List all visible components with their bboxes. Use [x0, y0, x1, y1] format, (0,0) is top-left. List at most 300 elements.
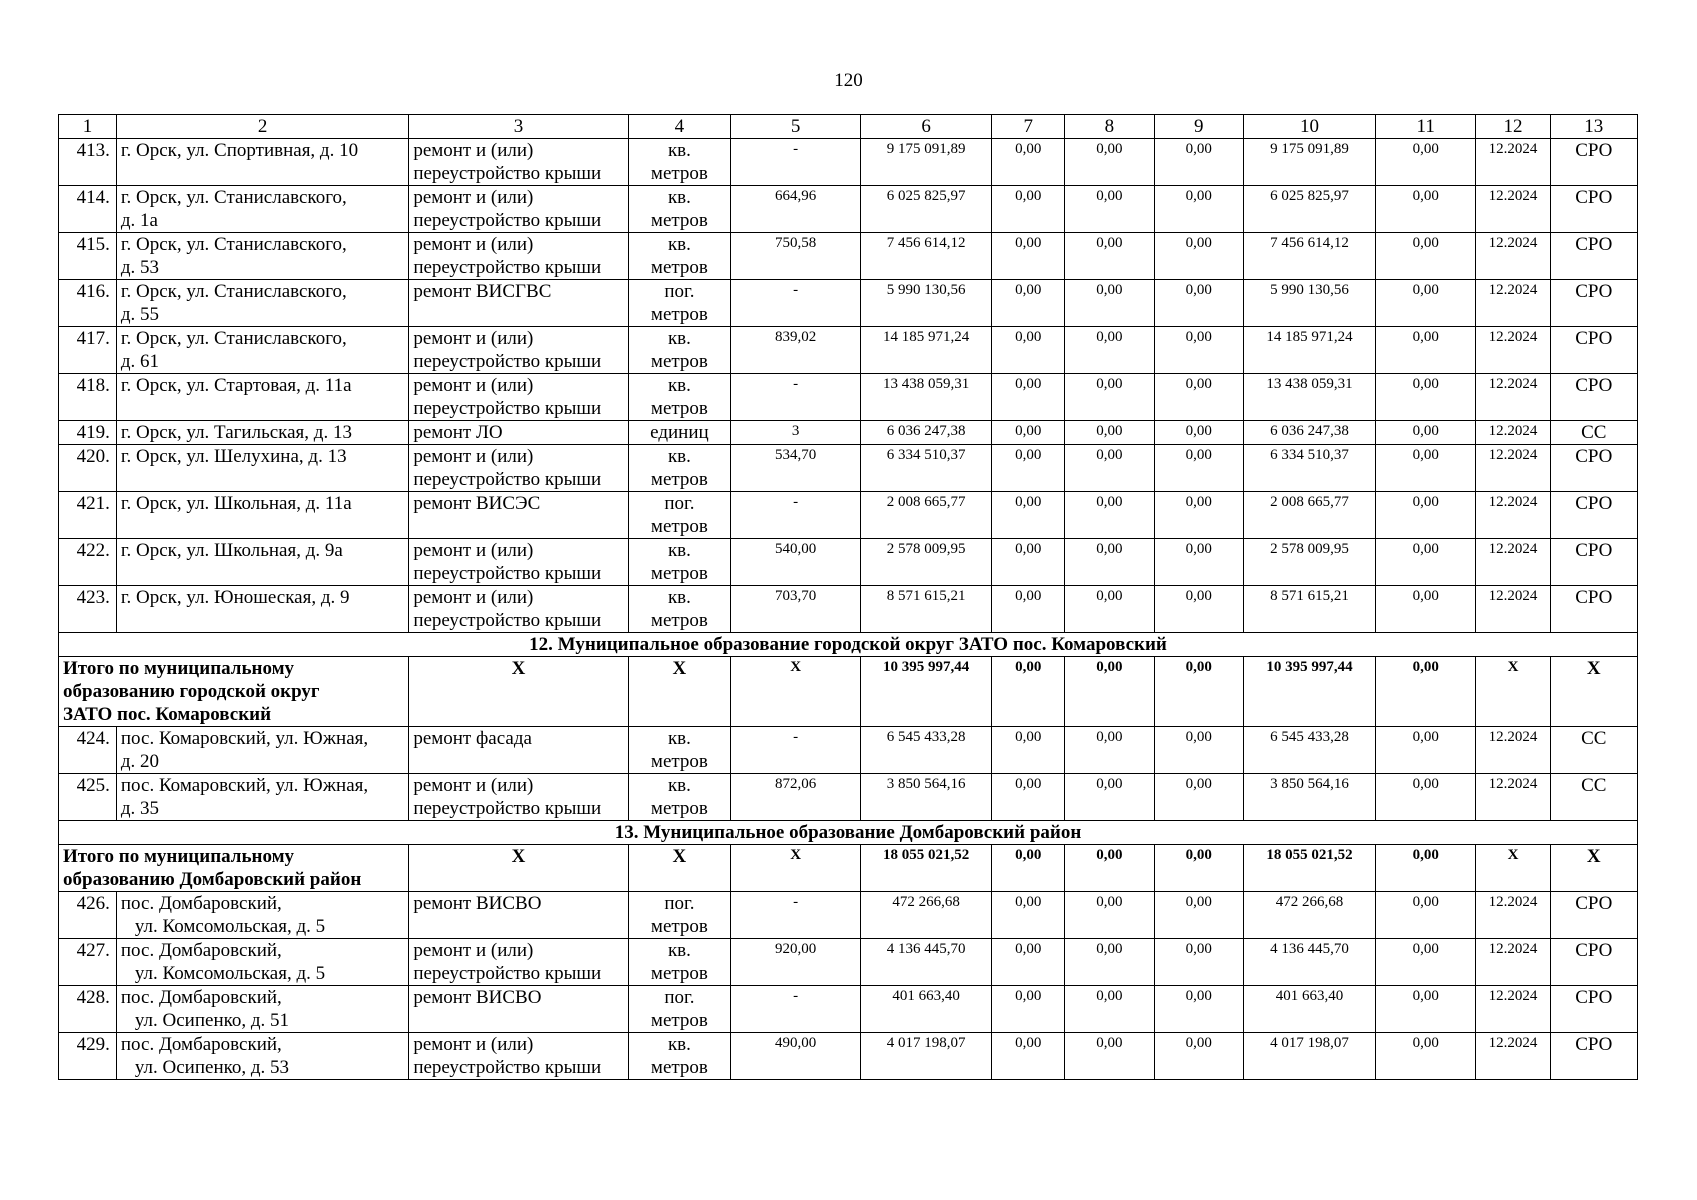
work-type-cell	[409, 445, 628, 492]
row-number: 427.	[59, 939, 117, 986]
address-line: г. Орск, ул. Станиславского,	[120, 187, 347, 208]
page-number: 120	[834, 70, 863, 91]
address-line: г. Орск, ул. Школьная, д. 11а	[120, 493, 352, 514]
address-line: г. Орск, ул. Школьная, д. 9а	[120, 540, 343, 561]
value-cell-5: 839,02	[731, 327, 861, 374]
work-type-cell	[409, 939, 628, 986]
value-cell-8: 0,00	[1065, 774, 1154, 821]
value-cell-9: 0,00	[1154, 986, 1243, 1033]
table-row	[59, 1033, 1638, 1080]
total-cell-9: 0,00	[1154, 657, 1243, 727]
total-cell-8: 0,00	[1065, 657, 1154, 727]
address-line: г. Орск, ул. Станиславского,	[120, 328, 347, 349]
value-cell-13: СРО	[1550, 233, 1637, 280]
address-cell	[116, 327, 408, 374]
total-cell-12: Х	[1476, 845, 1550, 892]
address-line: г. Орск, ул. Спортивная, д. 10	[120, 140, 359, 161]
value-cell-12: 12.2024	[1476, 327, 1550, 374]
total-cell-6: 10 395 997,44	[861, 657, 992, 727]
value-cell-10: 8 571 615,21	[1243, 586, 1375, 633]
value-cell-9: 0,00	[1154, 374, 1243, 421]
unit-line: метров	[650, 257, 708, 278]
address-cell	[116, 1033, 408, 1080]
value-cell-9: 0,00	[1154, 727, 1243, 774]
address-line: пос. Комаровский, ул. Южная,	[120, 775, 369, 796]
value-cell-7: 0,00	[992, 445, 1065, 492]
value-cell-7: 0,00	[992, 374, 1065, 421]
value-cell-12: 12.2024	[1476, 774, 1550, 821]
value-cell-9: 0,00	[1154, 586, 1243, 633]
value-cell-13: СС	[1550, 727, 1637, 774]
column-header: 10	[1243, 115, 1375, 139]
unit-line: кв.	[667, 446, 691, 467]
value-cell-5: -	[731, 492, 861, 539]
value-cell-11: 0,00	[1375, 374, 1476, 421]
value-cell-6: 6 334 510,37	[861, 445, 992, 492]
capital-repair-table	[58, 114, 1638, 1080]
address-line: пос. Домбаровский,	[120, 987, 282, 1008]
value-cell-11: 0,00	[1375, 727, 1476, 774]
unit-line: единиц	[650, 422, 709, 443]
value-cell-11: 0,00	[1375, 421, 1476, 445]
unit-cell	[628, 374, 731, 421]
unit-cell	[628, 727, 731, 774]
value-cell-10: 401 663,40	[1243, 986, 1375, 1033]
address-line: г. Орск, ул. Шелухина, д. 13	[120, 446, 347, 467]
value-cell-8: 0,00	[1065, 727, 1154, 774]
value-cell-11: 0,00	[1375, 280, 1476, 327]
unit-line: метров	[650, 210, 708, 231]
total-label-line: ЗАТО пос. Комаровский	[63, 704, 272, 725]
unit-line: метров	[650, 751, 708, 772]
value-cell-7: 0,00	[992, 280, 1065, 327]
value-cell-6: 5 990 130,56	[861, 280, 992, 327]
total-cell-4: Х	[628, 657, 731, 727]
value-cell-13: СРО	[1550, 1033, 1637, 1080]
unit-line: метров	[650, 516, 708, 537]
table-row	[59, 186, 1638, 233]
total-cell-13: Х	[1550, 845, 1637, 892]
value-cell-8: 0,00	[1065, 892, 1154, 939]
unit-line: пог.	[664, 893, 695, 914]
value-cell-8: 0,00	[1065, 327, 1154, 374]
work-type-line: ремонт и (или)	[413, 940, 534, 961]
unit-cell	[628, 986, 731, 1033]
total-cell-8: 0,00	[1065, 845, 1154, 892]
unit-line: метров	[650, 1057, 708, 1078]
row-number: 426.	[59, 892, 117, 939]
value-cell-6: 3 850 564,16	[861, 774, 992, 821]
value-cell-10: 4 136 445,70	[1243, 939, 1375, 986]
work-type-line: переустройство крыши	[413, 1057, 602, 1078]
value-cell-9: 0,00	[1154, 445, 1243, 492]
value-cell-6: 8 571 615,21	[861, 586, 992, 633]
address-line: ул. Комсомольская, д. 5	[134, 916, 326, 937]
value-cell-11: 0,00	[1375, 774, 1476, 821]
total-cell-3: Х	[409, 845, 628, 892]
value-cell-6: 7 456 614,12	[861, 233, 992, 280]
unit-line: метров	[650, 798, 708, 819]
value-cell-5: 750,58	[731, 233, 861, 280]
total-label-line: Итого по муниципальному	[63, 658, 295, 679]
value-cell-7: 0,00	[992, 1033, 1065, 1080]
section-header-row	[59, 633, 1638, 657]
value-cell-11: 0,00	[1375, 233, 1476, 280]
value-cell-13: СРО	[1550, 327, 1637, 374]
value-cell-13: СРО	[1550, 186, 1637, 233]
unit-cell	[628, 233, 731, 280]
unit-cell	[628, 492, 731, 539]
value-cell-9: 0,00	[1154, 186, 1243, 233]
address-line: д. 1а	[120, 210, 158, 231]
value-cell-6: 6 025 825,97	[861, 186, 992, 233]
work-type-line: ремонт ВИСВО	[413, 893, 542, 914]
unit-line: кв.	[667, 1034, 691, 1055]
address-cell	[116, 774, 408, 821]
value-cell-11: 0,00	[1375, 139, 1476, 186]
unit-cell	[628, 445, 731, 492]
address-line: г. Орск, ул. Юношеская, д. 9	[120, 587, 350, 608]
value-cell-7: 0,00	[992, 727, 1065, 774]
value-cell-10: 6 545 433,28	[1243, 727, 1375, 774]
unit-line: метров	[650, 916, 708, 937]
column-header: 9	[1154, 115, 1243, 139]
value-cell-12: 12.2024	[1476, 586, 1550, 633]
total-row	[59, 657, 1638, 727]
unit-line: метров	[650, 963, 708, 984]
value-cell-10: 2 008 665,77	[1243, 492, 1375, 539]
column-header: 11	[1375, 115, 1476, 139]
address-line: ул. Осипенко, д. 53	[134, 1057, 290, 1078]
value-cell-9: 0,00	[1154, 774, 1243, 821]
unit-line: метров	[650, 351, 708, 372]
unit-cell	[628, 421, 731, 445]
value-cell-8: 0,00	[1065, 986, 1154, 1033]
value-cell-5: -	[731, 280, 861, 327]
value-cell-11: 0,00	[1375, 186, 1476, 233]
address-cell	[116, 539, 408, 586]
value-cell-11: 0,00	[1375, 1033, 1476, 1080]
work-type-cell	[409, 186, 628, 233]
total-cell-13: Х	[1550, 657, 1637, 727]
value-cell-11: 0,00	[1375, 539, 1476, 586]
value-cell-12: 12.2024	[1476, 1033, 1550, 1080]
unit-line: метров	[650, 563, 708, 584]
address-cell	[116, 727, 408, 774]
work-type-cell	[409, 774, 628, 821]
value-cell-11: 0,00	[1375, 939, 1476, 986]
total-cell-12: Х	[1476, 657, 1550, 727]
value-cell-11: 0,00	[1375, 492, 1476, 539]
value-cell-8: 0,00	[1065, 374, 1154, 421]
value-cell-5: -	[731, 727, 861, 774]
column-header: 5	[731, 115, 861, 139]
work-type-line: переустройство крыши	[413, 798, 602, 819]
value-cell-12: 12.2024	[1476, 280, 1550, 327]
value-cell-6: 6 036 247,38	[861, 421, 992, 445]
value-cell-11: 0,00	[1375, 892, 1476, 939]
value-cell-12: 12.2024	[1476, 233, 1550, 280]
unit-cell	[628, 586, 731, 633]
value-cell-11: 0,00	[1375, 445, 1476, 492]
address-cell	[116, 892, 408, 939]
column-header: 2	[116, 115, 408, 139]
value-cell-13: СРО	[1550, 939, 1637, 986]
address-cell	[116, 586, 408, 633]
value-cell-12: 12.2024	[1476, 445, 1550, 492]
total-cell-7: 0,00	[992, 657, 1065, 727]
unit-line: метров	[650, 163, 708, 184]
unit-line: метров	[650, 304, 708, 325]
value-cell-12: 12.2024	[1476, 892, 1550, 939]
table-row	[59, 374, 1638, 421]
value-cell-9: 0,00	[1154, 539, 1243, 586]
value-cell-10: 7 456 614,12	[1243, 233, 1375, 280]
table-row	[59, 280, 1638, 327]
unit-cell	[628, 939, 731, 986]
value-cell-10: 6 334 510,37	[1243, 445, 1375, 492]
value-cell-11: 0,00	[1375, 586, 1476, 633]
value-cell-6: 6 545 433,28	[861, 727, 992, 774]
value-cell-12: 12.2024	[1476, 139, 1550, 186]
unit-cell	[628, 892, 731, 939]
value-cell-12: 12.2024	[1476, 374, 1550, 421]
value-cell-13: СРО	[1550, 139, 1637, 186]
value-cell-9: 0,00	[1154, 280, 1243, 327]
work-type-line: переустройство крыши	[413, 163, 602, 184]
unit-line: пог.	[664, 987, 695, 1008]
value-cell-13: СРО	[1550, 492, 1637, 539]
address-line: г. Орск, ул. Стартовая, д. 11а	[120, 375, 352, 396]
value-cell-8: 0,00	[1065, 539, 1154, 586]
address-line: г. Орск, ул. Станиславского,	[120, 234, 347, 255]
work-type-line: переустройство крыши	[413, 963, 602, 984]
work-type-cell	[409, 727, 628, 774]
value-cell-10: 9 175 091,89	[1243, 139, 1375, 186]
address-line: пос. Домбаровский,	[120, 1034, 282, 1055]
value-cell-5: 534,70	[731, 445, 861, 492]
address-line: д. 53	[120, 257, 160, 278]
unit-cell	[628, 139, 731, 186]
column-header: 4	[628, 115, 731, 139]
row-number: 413.	[59, 139, 117, 186]
value-cell-13: СРО	[1550, 445, 1637, 492]
value-cell-11: 0,00	[1375, 327, 1476, 374]
unit-line: кв.	[667, 328, 691, 349]
total-label-line: образованию Домбаровский район	[63, 869, 362, 890]
value-cell-12: 12.2024	[1476, 939, 1550, 986]
value-cell-8: 0,00	[1065, 280, 1154, 327]
value-cell-7: 0,00	[992, 186, 1065, 233]
table-row	[59, 539, 1638, 586]
unit-line: кв.	[667, 540, 691, 561]
table-row	[59, 421, 1638, 445]
work-type-line: ремонт и (или)	[413, 140, 534, 161]
value-cell-9: 0,00	[1154, 421, 1243, 445]
value-cell-13: СРО	[1550, 280, 1637, 327]
value-cell-12: 12.2024	[1476, 186, 1550, 233]
section-title: 12. Муниципальное образование городской округ ЗАТО пос. Комаровский	[59, 633, 1638, 657]
unit-line: кв.	[667, 587, 691, 608]
value-cell-5: 490,00	[731, 1033, 861, 1080]
value-cell-10: 14 185 971,24	[1243, 327, 1375, 374]
value-cell-7: 0,00	[992, 939, 1065, 986]
value-cell-5: 872,06	[731, 774, 861, 821]
value-cell-5: 3	[731, 421, 861, 445]
value-cell-8: 0,00	[1065, 233, 1154, 280]
value-cell-10: 2 578 009,95	[1243, 539, 1375, 586]
value-cell-12: 12.2024	[1476, 421, 1550, 445]
work-type-cell	[409, 492, 628, 539]
unit-line: кв.	[667, 375, 691, 396]
work-type-line: переустройство крыши	[413, 210, 602, 231]
row-number: 421.	[59, 492, 117, 539]
column-header: 12	[1476, 115, 1550, 139]
section-title: 13. Муниципальное образование Домбаровский район	[59, 821, 1638, 845]
address-cell	[116, 492, 408, 539]
value-cell-6: 2 008 665,77	[861, 492, 992, 539]
value-cell-10: 472 266,68	[1243, 892, 1375, 939]
value-cell-13: СРО	[1550, 374, 1637, 421]
work-type-line: ремонт и (или)	[413, 540, 534, 561]
value-cell-10: 5 990 130,56	[1243, 280, 1375, 327]
value-cell-7: 0,00	[992, 892, 1065, 939]
total-cell-7: 0,00	[992, 845, 1065, 892]
work-type-line: переустройство крыши	[413, 563, 602, 584]
value-cell-5: -	[731, 892, 861, 939]
address-line: пос. Домбаровский,	[120, 940, 282, 961]
unit-line: кв.	[667, 728, 691, 749]
value-cell-11: 0,00	[1375, 986, 1476, 1033]
address-line: г. Орск, ул. Тагильская, д. 13	[120, 422, 352, 443]
total-row	[59, 845, 1638, 892]
work-type-line: ремонт ВИСГВС	[413, 281, 552, 302]
work-type-line: ремонт и (или)	[413, 234, 534, 255]
work-type-cell	[409, 374, 628, 421]
value-cell-5: -	[731, 986, 861, 1033]
address-line: пос. Домбаровский,	[120, 893, 282, 914]
row-number: 423.	[59, 586, 117, 633]
work-type-line: ремонт фасада	[413, 728, 532, 749]
work-type-cell	[409, 586, 628, 633]
unit-cell	[628, 327, 731, 374]
row-number: 416.	[59, 280, 117, 327]
total-label-line: Итого по муниципальному	[63, 846, 295, 867]
work-type-line: переустройство крыши	[413, 351, 602, 372]
table-row	[59, 327, 1638, 374]
value-cell-13: СРО	[1550, 586, 1637, 633]
total-cell-9: 0,00	[1154, 845, 1243, 892]
work-type-line: переустройство крыши	[413, 398, 602, 419]
row-number: 415.	[59, 233, 117, 280]
value-cell-5: -	[731, 374, 861, 421]
value-cell-9: 0,00	[1154, 492, 1243, 539]
value-cell-8: 0,00	[1065, 492, 1154, 539]
column-header: 1	[59, 115, 117, 139]
total-cell-5: Х	[731, 657, 861, 727]
row-number: 417.	[59, 327, 117, 374]
value-cell-7: 0,00	[992, 774, 1065, 821]
value-cell-6: 9 175 091,89	[861, 139, 992, 186]
value-cell-9: 0,00	[1154, 233, 1243, 280]
address-line: д. 35	[120, 798, 160, 819]
value-cell-10: 4 017 198,07	[1243, 1033, 1375, 1080]
total-cell-11: 0,00	[1375, 845, 1476, 892]
address-line: пос. Комаровский, ул. Южная,	[120, 728, 369, 749]
unit-line: пог.	[664, 281, 695, 302]
unit-line: метров	[650, 398, 708, 419]
address-cell	[116, 939, 408, 986]
value-cell-8: 0,00	[1065, 939, 1154, 986]
value-cell-8: 0,00	[1065, 586, 1154, 633]
value-cell-10: 3 850 564,16	[1243, 774, 1375, 821]
value-cell-5: 920,00	[731, 939, 861, 986]
value-cell-9: 0,00	[1154, 139, 1243, 186]
unit-line: метров	[650, 610, 708, 631]
work-type-line: ремонт и (или)	[413, 775, 534, 796]
unit-line: кв.	[667, 775, 691, 796]
unit-line: кв.	[667, 234, 691, 255]
column-header: 13	[1550, 115, 1637, 139]
value-cell-12: 12.2024	[1476, 492, 1550, 539]
work-type-line: ремонт и (или)	[413, 375, 534, 396]
value-cell-8: 0,00	[1065, 421, 1154, 445]
column-header-row	[59, 115, 1638, 139]
value-cell-10: 13 438 059,31	[1243, 374, 1375, 421]
value-cell-13: СС	[1550, 774, 1637, 821]
total-cell-4: Х	[628, 845, 731, 892]
work-type-line: переустройство крыши	[413, 257, 602, 278]
unit-line: пог.	[664, 493, 695, 514]
value-cell-7: 0,00	[992, 421, 1065, 445]
address-cell	[116, 186, 408, 233]
row-number: 419.	[59, 421, 117, 445]
row-number: 429.	[59, 1033, 117, 1080]
value-cell-12: 12.2024	[1476, 986, 1550, 1033]
value-cell-6: 13 438 059,31	[861, 374, 992, 421]
work-type-line: ремонт и (или)	[413, 328, 534, 349]
total-cell-3: Х	[409, 657, 628, 727]
work-type-cell	[409, 280, 628, 327]
value-cell-5: 664,96	[731, 186, 861, 233]
total-cell-10: 10 395 997,44	[1243, 657, 1375, 727]
column-header: 6	[861, 115, 992, 139]
work-type-cell	[409, 986, 628, 1033]
address-cell	[116, 445, 408, 492]
work-type-cell	[409, 233, 628, 280]
value-cell-8: 0,00	[1065, 139, 1154, 186]
address-cell	[116, 986, 408, 1033]
value-cell-6: 4 136 445,70	[861, 939, 992, 986]
address-cell	[116, 139, 408, 186]
value-cell-9: 0,00	[1154, 327, 1243, 374]
unit-line: кв.	[667, 140, 691, 161]
work-type-line: ремонт и (или)	[413, 187, 534, 208]
total-cell-5: Х	[731, 845, 861, 892]
value-cell-6: 14 185 971,24	[861, 327, 992, 374]
address-line: д. 55	[120, 304, 160, 325]
work-type-cell	[409, 421, 628, 445]
work-type-line: переустройство крыши	[413, 469, 602, 490]
row-number: 424.	[59, 727, 117, 774]
unit-line: метров	[650, 1010, 708, 1031]
work-type-line: переустройство крыши	[413, 610, 602, 631]
address-cell	[116, 233, 408, 280]
address-line: ул. Осипенко, д. 51	[134, 1010, 290, 1031]
row-number: 414.	[59, 186, 117, 233]
total-label	[59, 657, 409, 727]
work-type-line: ремонт и (или)	[413, 587, 534, 608]
